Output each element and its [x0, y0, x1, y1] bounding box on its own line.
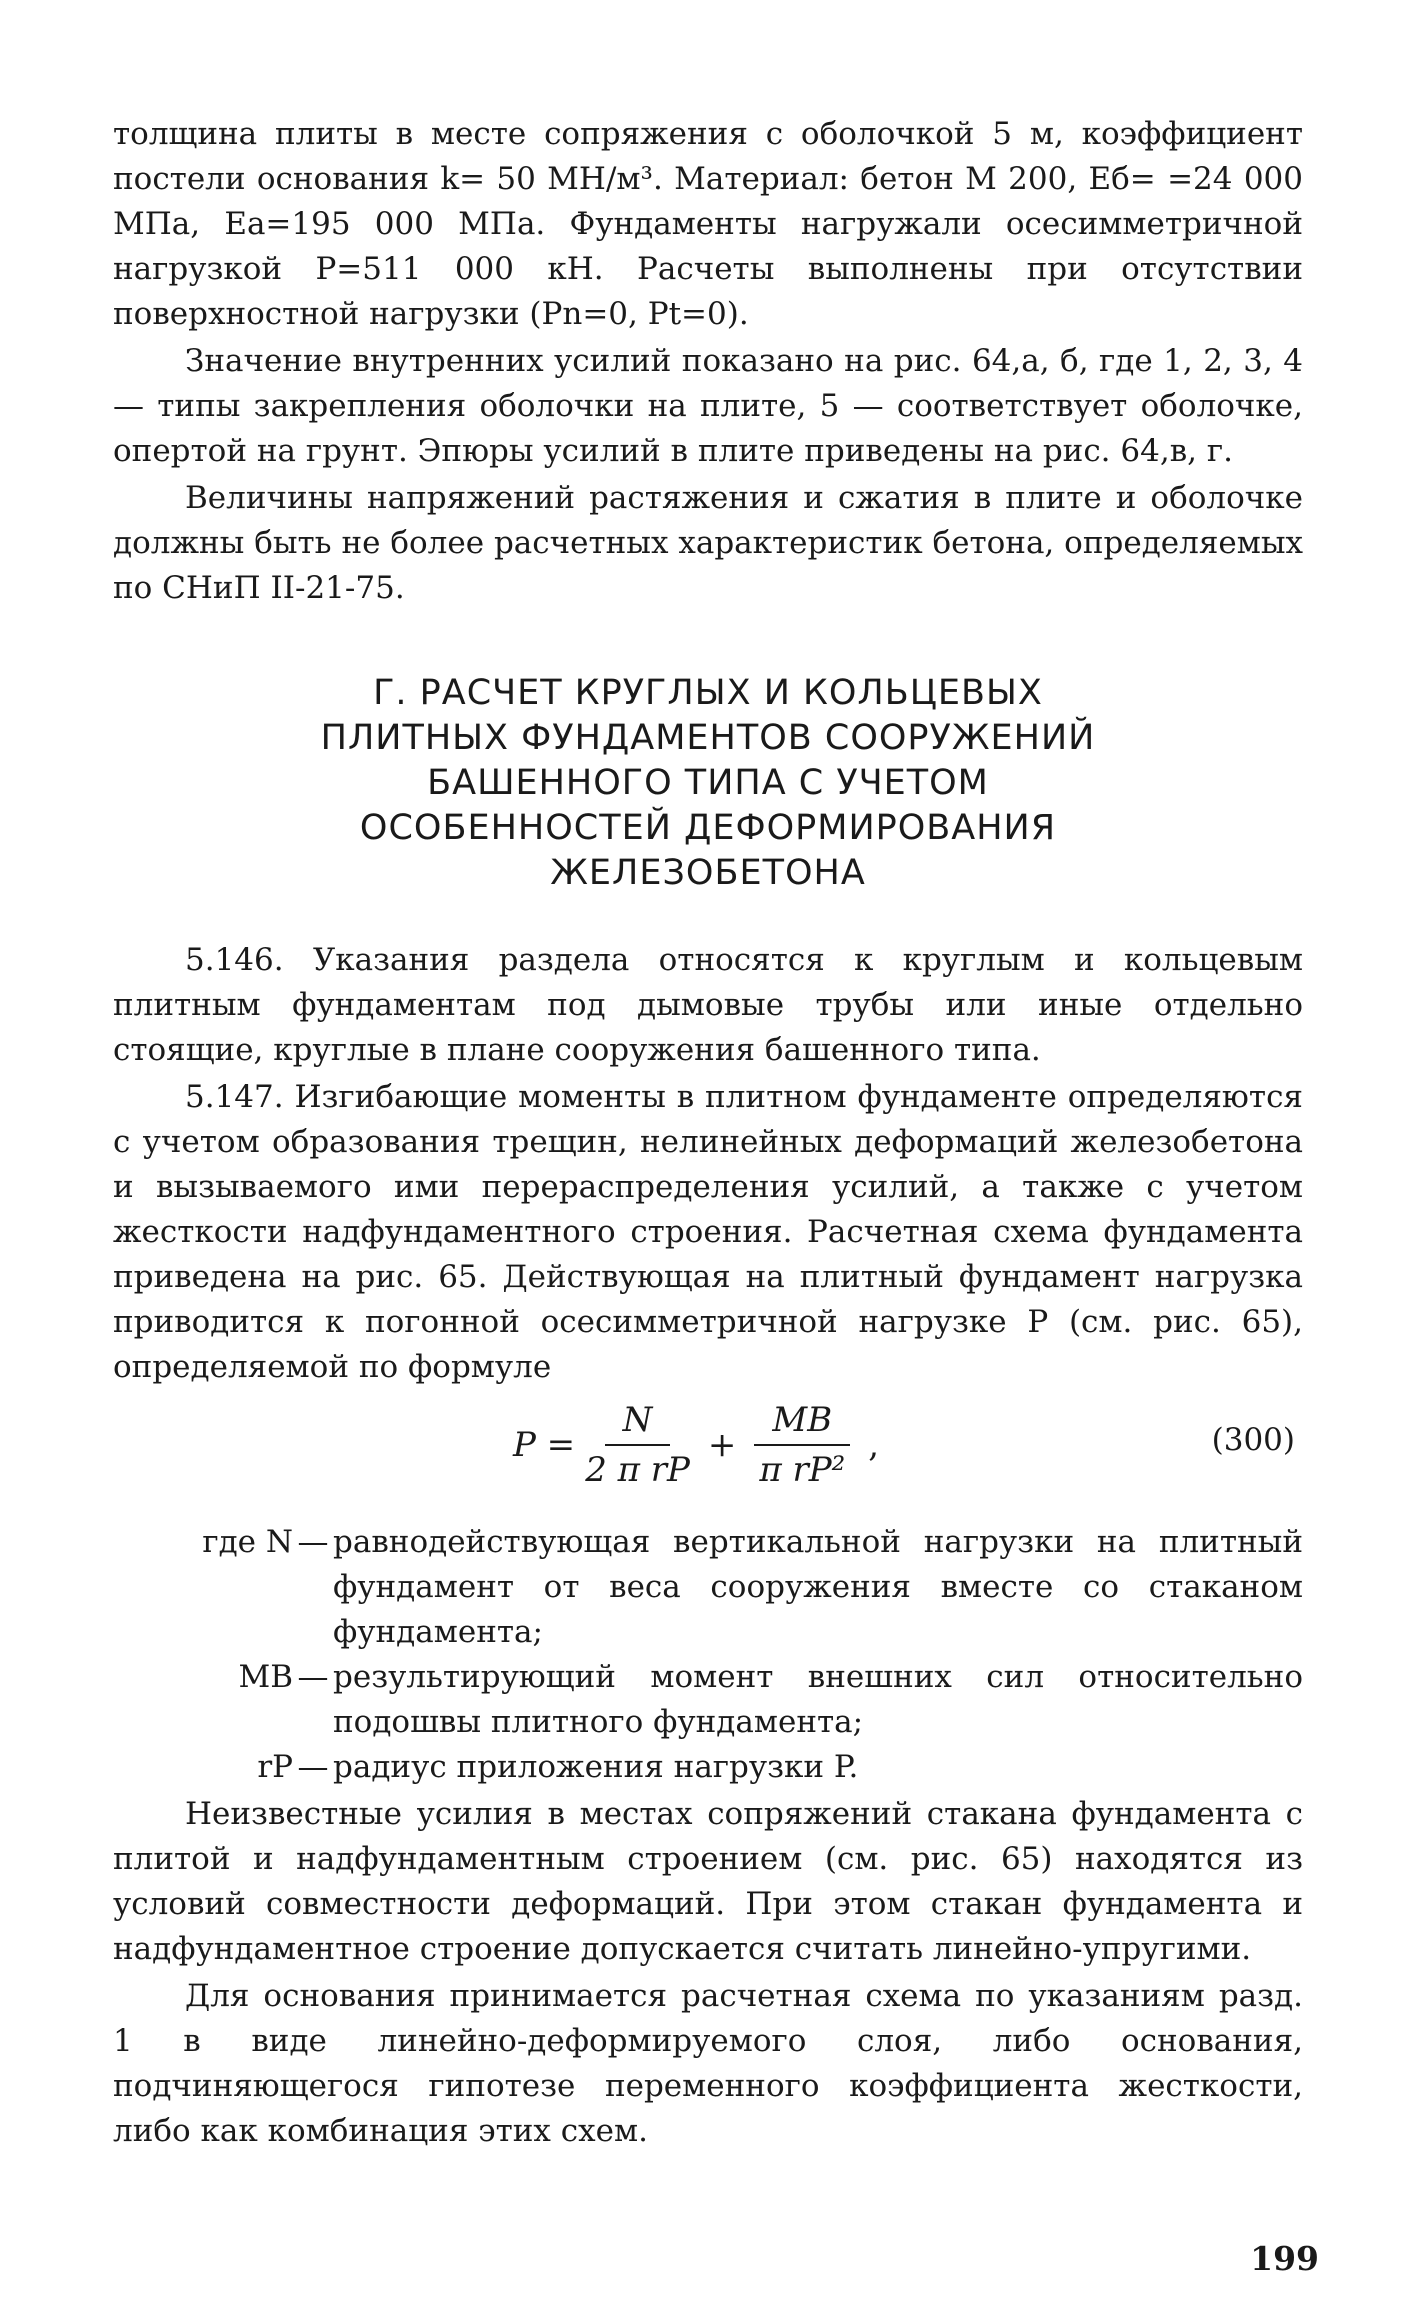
formula-number: (300): [1211, 1422, 1295, 1458]
formula-tail: ,: [868, 1425, 880, 1465]
formula-300: [113, 1392, 1303, 1512]
definition-symbol: где N: [202, 1524, 293, 1560]
formula-fraction-1: [585, 1400, 690, 1490]
definition-text: радиус приложения нагрузки P.: [333, 1749, 859, 1785]
paragraph-unknown-forces: Неизвестные усилия в местах сопряжений стакана фундамента с плитой и надфундаментным строением (см. рис. 65) находятся из условий совместности деформаций. При этом стакан фундамента и надфундаментное строение допускается считать линейно-упругими.: [113, 1796, 1303, 1967]
paragraph-5-146: 5.146. Указания раздела относятся к круглым и кольцевым плитным фундаментам под дымовые трубы или иные отдельно стоящие, круглые в плане сооружения башенного типа.: [113, 942, 1303, 1068]
fraction-2-denominator: π rP²: [759, 1450, 846, 1490]
definition-row: [113, 1655, 1303, 1745]
page-number: 199: [1250, 2239, 1319, 2278]
heading-line: ЖЕЛЕЗОБЕТОНА: [550, 853, 866, 893]
paragraph-foundation-scheme: Для основания принимается расчетная схема по указаниям разд. 1 в виде линейно-деформируемого слоя, либо основания, подчиняющегося гипотезе переменного коэффициента жесткости, либо как комбинация этих схем.: [113, 1978, 1303, 2149]
definition-symbol: MB: [238, 1659, 293, 1695]
definition-symbol: rP: [257, 1749, 293, 1785]
paragraph-5-147: 5.147. Изгибающие моменты в плитном фундаменте определяются с учетом образования трещин, нелинейных деформаций железобетона и вызываемого ими перераспределения усилий, а также с учетом жесткости надфундаментного строения. Расчетная схема фундамента приведена на рис. 65. Действующая на плитный фундамент нагрузка приводится к погонной осесимметричной нагрузке P (см. рис. 65), определяемой по формуле: [113, 1079, 1303, 1385]
heading-line: Г. РАСЧЕТ КРУГЛЫХ И КОЛЬЦЕВЫХ: [373, 673, 1043, 713]
formula-lhs: P =: [513, 1425, 576, 1465]
heading-line: ПЛИТНЫХ ФУНДАМЕНТОВ СООРУЖЕНИЙ: [320, 718, 1096, 758]
fraction-1-numerator: N: [605, 1400, 671, 1446]
definition-dash: —: [297, 1659, 329, 1695]
formula-definitions: [113, 1520, 1303, 1790]
page-content: [113, 112, 1303, 2302]
fraction-2-numerator: MB: [754, 1400, 850, 1446]
formula-body: [513, 1400, 887, 1490]
definition-dash: —: [297, 1524, 329, 1560]
definition-text: равнодействующая вертикальной нагрузки на плитный фундамент от веса сооружения вместе со стаканом фундамента;: [333, 1524, 1303, 1650]
fraction-1-denominator: 2 π rP: [585, 1450, 690, 1490]
formula-plus: +: [707, 1425, 737, 1465]
definition-row: [113, 1745, 1303, 1790]
formula-fraction-2: [754, 1400, 850, 1490]
definition-row: [113, 1520, 1303, 1655]
definition-text: результирующий момент внешних сил относительно подошвы плитного фундамента;: [333, 1659, 1303, 1740]
heading-line: БАШЕННОГО ТИПА С УЧЕТОМ: [427, 763, 989, 803]
definition-dash: —: [297, 1749, 329, 1785]
paragraph-internal-forces: Значение внутренних усилий показано на рис. 64,а, б, где 1, 2, 3, 4 — типы закрепления оболочки на плите, 5 — соответствует оболочке, опертой на грунт. Эпюры усилий в плите приведены на рис. 64,в, г.: [113, 343, 1303, 469]
heading-line: ОСОБЕННОСТЕЙ ДЕФОРМИРОВАНИЯ: [359, 808, 1057, 848]
paragraph-continuation: толщина плиты в месте сопряжения с оболочкой 5 м, коэффициент постели основания k= 50 МН/м³. Материал: бетон М 200, Eб= =24 000 МПа, Eа=195 000 МПа. Фундаменты нагружали осесимметричной нагрузкой P=511 000 кН. Расчеты выполнены при отсутствии поверхностной нагрузки (Pn=0, Pt=0).: [113, 116, 1303, 332]
section-heading: [113, 671, 1303, 896]
paragraph-stress-limits: Величины напряжений растяжения и сжатия в плите и оболочке должны быть не более расчетных характеристик бетона, определяемых по СНиП II-21-75.: [113, 480, 1303, 606]
